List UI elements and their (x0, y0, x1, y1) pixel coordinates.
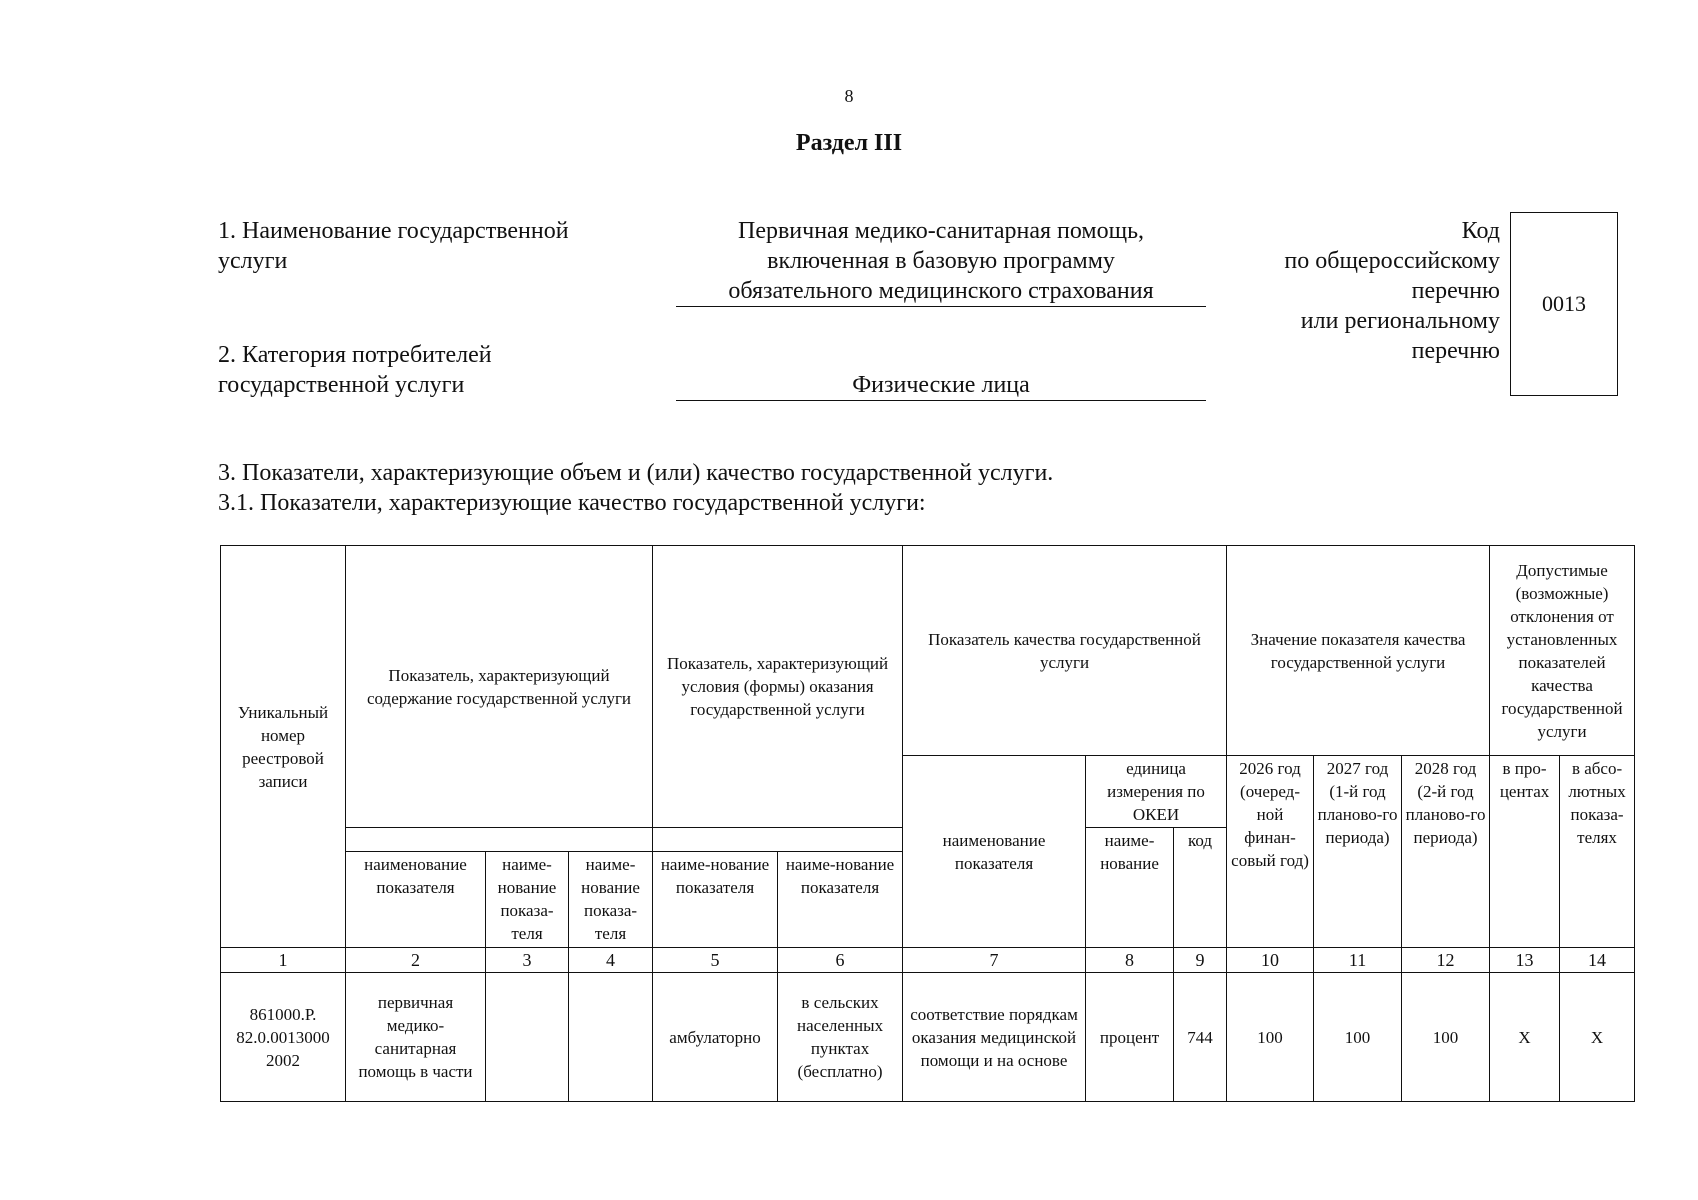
cell-quality-name: соответствие порядкам оказания медицинской помощи и на основе (903, 973, 1086, 1102)
header-content-sub1: наименование показателя (346, 852, 486, 948)
service-name-label (218, 216, 638, 276)
column-number: 11 (1314, 948, 1402, 973)
header-okei-code: код (1174, 828, 1227, 948)
column-number: 8 (1086, 948, 1174, 973)
code-box (1510, 212, 1618, 396)
code-label-line: Код (1461, 218, 1500, 244)
header-deviation-absolute: в абсо-лютных показа-телях (1560, 756, 1635, 948)
column-number: 1 (221, 948, 346, 973)
service-name-value (676, 216, 1206, 306)
cell-value-2027: 100 (1314, 973, 1402, 1102)
service-name-label-line: услуги (218, 248, 288, 274)
column-number: 14 (1560, 948, 1635, 973)
cell-registry-number: 861000.Р. 82.0.0013000 2002 (221, 973, 346, 1102)
section31-title: 3.1. Показатели, характеризующие качество государственной услуги: (218, 490, 926, 516)
cell-condition-2: в сельских населенных пунктах (бесплатно) (778, 973, 903, 1102)
consumer-category-underline (676, 400, 1206, 401)
header-value-group: Значение показателя качества государственной услуги (1227, 546, 1490, 756)
section-title: Раздел III (795, 130, 903, 156)
header-year-2027: 2027 год (1-й год планово-го периода) (1314, 756, 1402, 948)
header-unique-number: Уникальный номер реестровой записи (221, 546, 346, 948)
cell-unit-code: 744 (1174, 973, 1227, 1102)
consumer-category-label (218, 340, 638, 400)
cell-unit-name: процент (1086, 973, 1174, 1102)
header-year-2028: 2028 год (2-й год планово-го периода) (1402, 756, 1490, 948)
header-deviation-group: Допустимые (возможные) отклонения от установленных показателей качества государственной услуги (1490, 546, 1635, 756)
cell-content-name: первичная медико-санитарная помощь в части (346, 973, 486, 1102)
code-label-line: перечню (1411, 338, 1500, 364)
code-label-line: перечню (1411, 278, 1500, 304)
code-label (1220, 216, 1500, 366)
column-number: 13 (1490, 948, 1560, 973)
header-conditions-group: Показатель, характеризующий условия (формы) оказания государственной услуги (653, 546, 903, 828)
conditions-spacer (653, 828, 903, 852)
consumer-category-label-line: государственной услуги (218, 372, 465, 398)
column-number-row (221, 948, 1635, 973)
table-row (221, 973, 1635, 1102)
cell-content-3 (569, 973, 653, 1102)
column-number: 7 (903, 948, 1086, 973)
column-number: 2 (346, 948, 486, 973)
column-number: 4 (569, 948, 653, 973)
header-deviation-percent: в про-центах (1490, 756, 1560, 948)
cell-condition-1: амбулаторно (653, 973, 778, 1102)
code-value: 0013 (1542, 291, 1586, 316)
cell-content-2 (486, 973, 569, 1102)
code-label-line: по общероссийскому (1284, 248, 1500, 274)
header-quality-name: наименование показателя (903, 756, 1086, 948)
column-number: 3 (486, 948, 569, 973)
column-number: 6 (778, 948, 903, 973)
header-okei-name: наиме-нование (1086, 828, 1174, 948)
service-name-value-line: включенная в базовую программу (767, 248, 1115, 274)
column-number: 10 (1227, 948, 1314, 973)
consumer-category-label-line: 2. Категория потребителей (218, 342, 492, 368)
service-name-label-line: 1. Наименование государственной (218, 218, 569, 244)
column-number: 12 (1402, 948, 1490, 973)
service-name-underline (676, 306, 1206, 307)
cell-value-2028: 100 (1402, 973, 1490, 1102)
quality-indicators-table (220, 545, 1635, 1102)
header-condition-sub2: наиме-нование показателя (778, 852, 903, 948)
header-content-group: Показатель, характеризующий содержание государственной услуги (346, 546, 653, 828)
cell-deviation-absolute: Х (1560, 973, 1635, 1102)
column-number: 5 (653, 948, 778, 973)
header-content-sub3: наиме-нование показа-теля (569, 852, 653, 948)
header-content-sub2: наиме-нование показа-теля (486, 852, 569, 948)
page-number: 8 (844, 86, 854, 106)
header-okei-unit: единица измерения по ОКЕИ (1086, 756, 1227, 828)
column-number: 9 (1174, 948, 1227, 973)
cell-deviation-percent: Х (1490, 973, 1560, 1102)
service-name-value-line: обязательного медицинского страхования (728, 278, 1154, 304)
header-quality-group: Показатель качества государственной услуги (903, 546, 1227, 756)
content-spacer (346, 828, 653, 852)
section3-title: 3. Показатели, характеризующие объем и (или) качество государственной услуги. (218, 460, 1054, 486)
service-name-value-line: Первичная медико-санитарная помощь, (737, 218, 1145, 244)
section3-headings (218, 458, 1518, 518)
consumer-category-value: Физические лица (852, 372, 1030, 398)
code-label-line: или региональному (1300, 308, 1500, 334)
cell-value-2026: 100 (1227, 973, 1314, 1102)
header-year-2026: 2026 год (очеред-ной финан-совый год) (1227, 756, 1314, 948)
header-condition-sub1: наиме-нование показателя (653, 852, 778, 948)
